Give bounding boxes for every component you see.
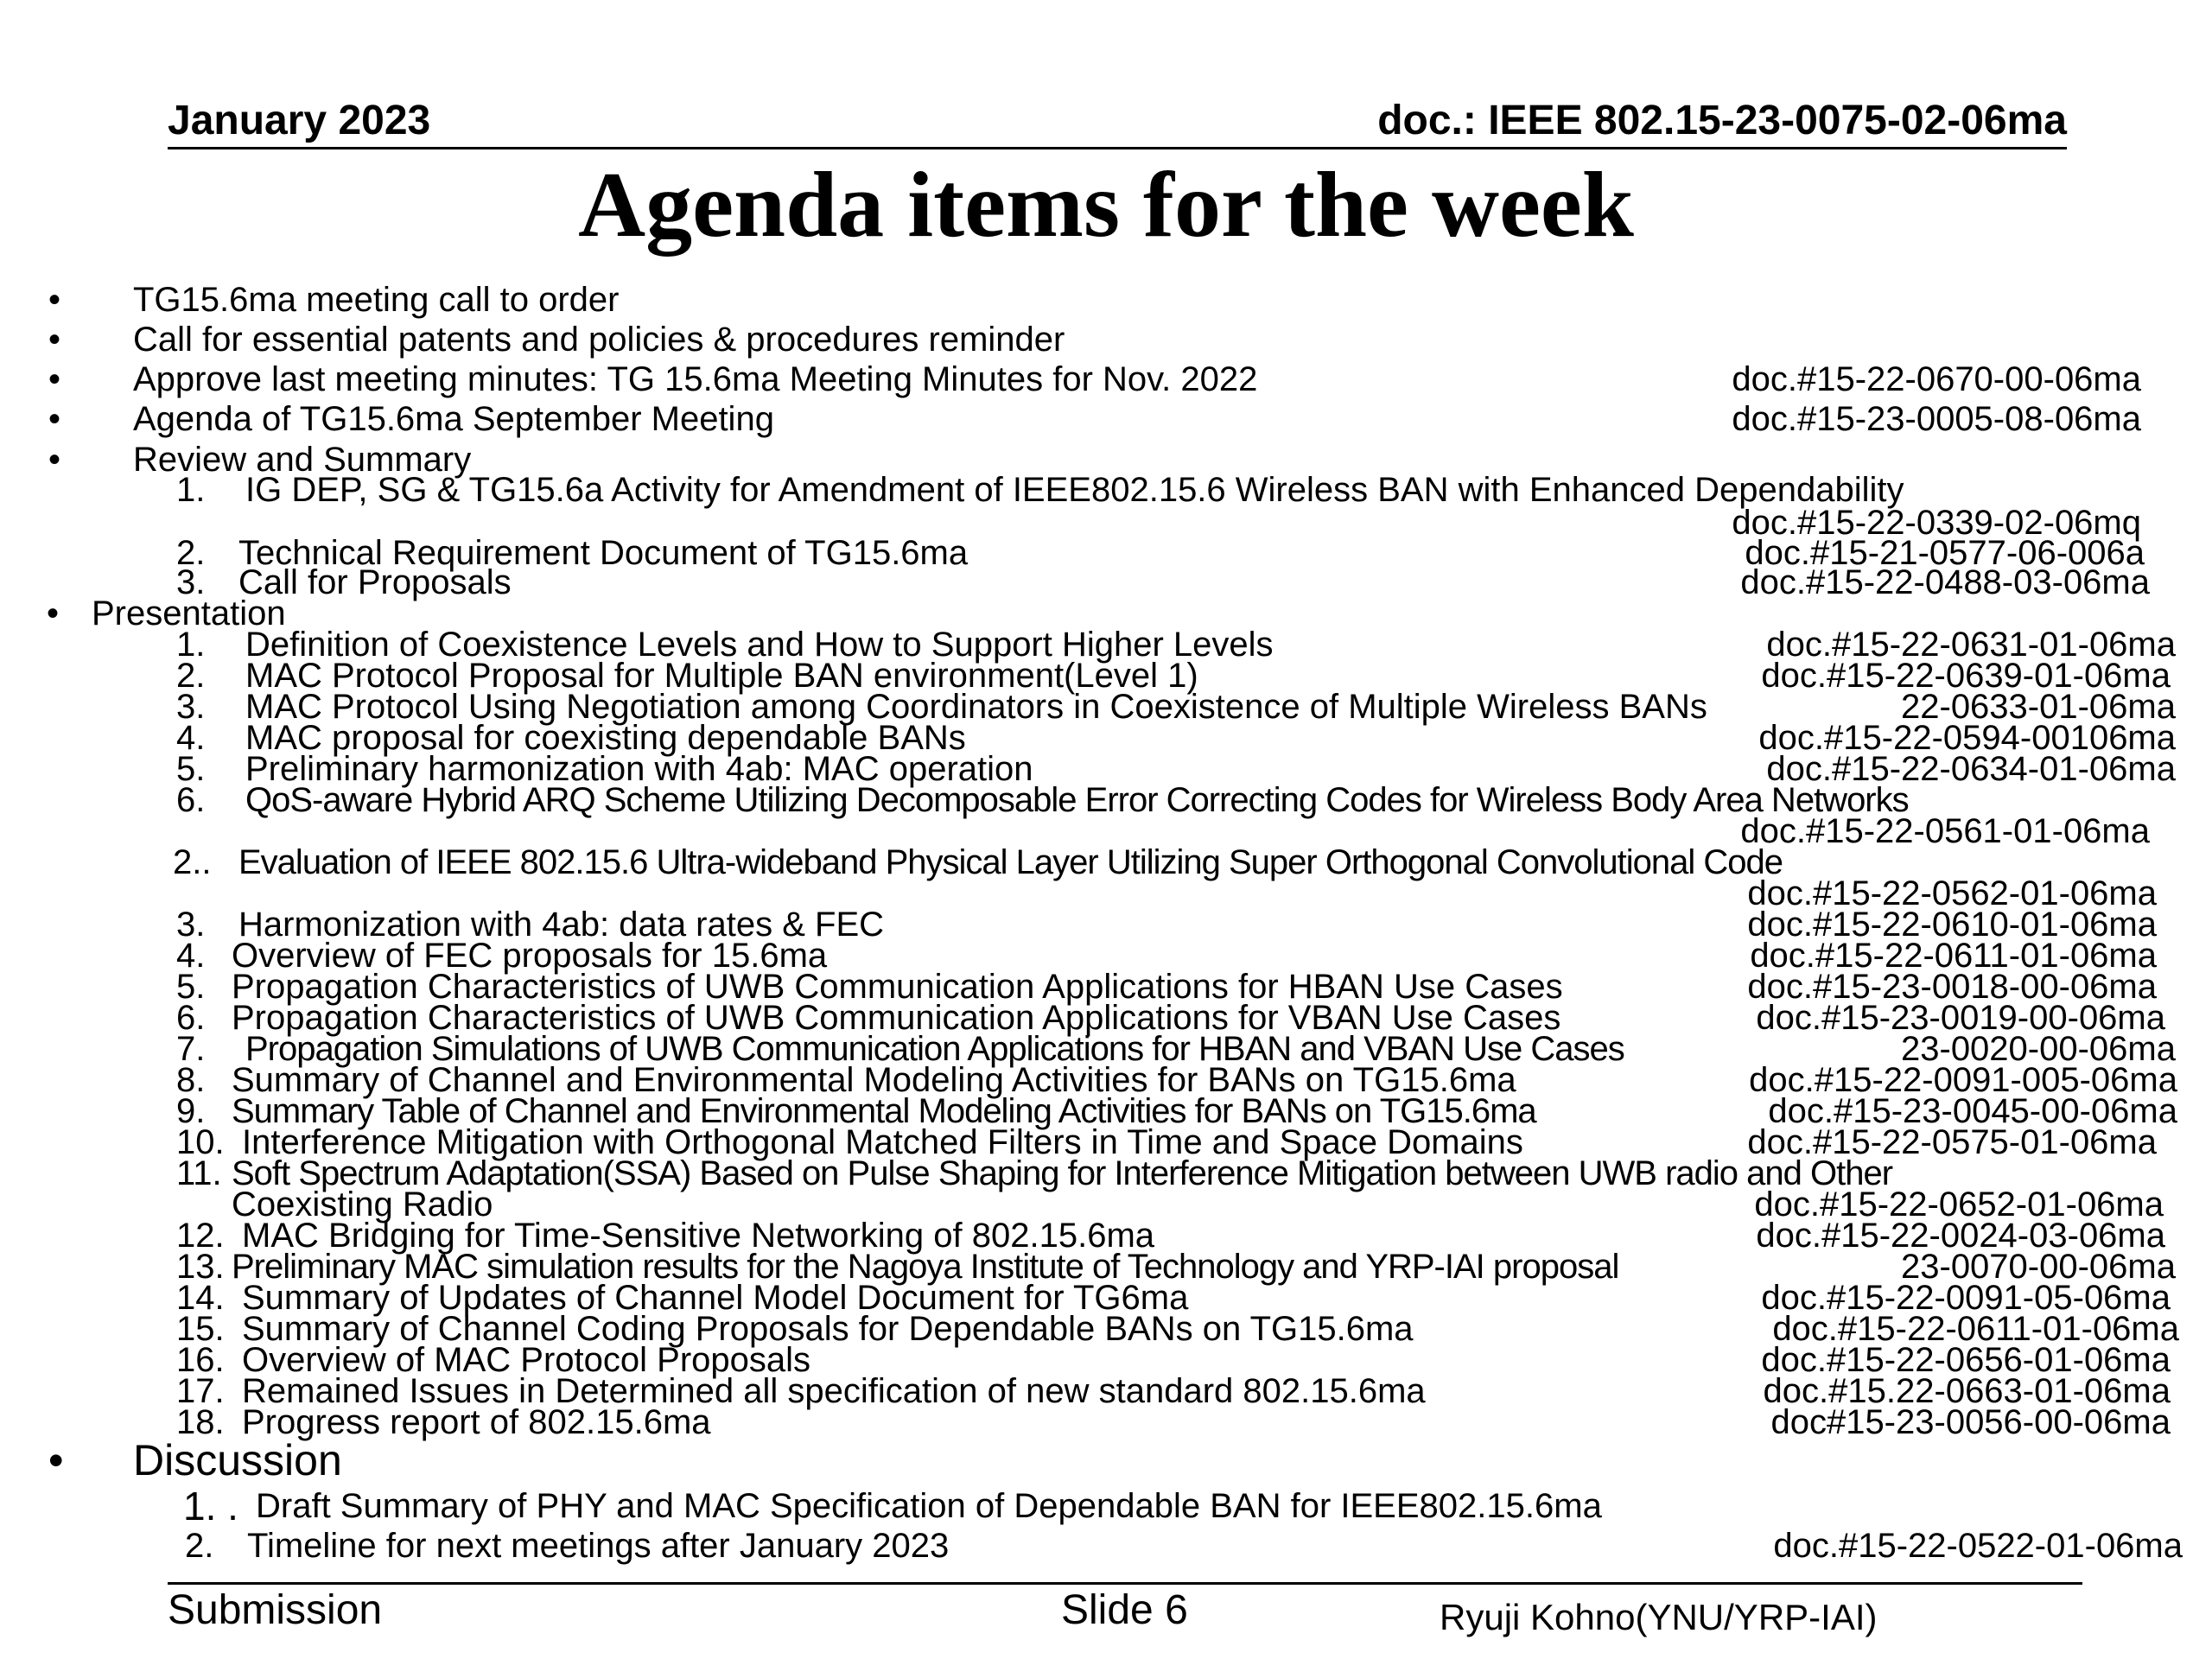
footer-author: Ryuji Kohno(YNU/YRP-IAI): [1440, 1597, 1878, 1637]
presentation-item-number: 4.: [176, 937, 206, 975]
doc-reference: doc.#15-23-0019-00-06ma: [1756, 999, 2165, 1037]
presentation-item: Summary of Updates of Channel Model Document for TG6ma: [242, 1279, 1189, 1317]
presentation-item-continuation: Coexisting Radio: [232, 1185, 493, 1224]
review-item-number: 2.: [176, 534, 206, 572]
header-doc-number: doc.: IEEE 802.15-23-0075-02-06ma: [1377, 98, 2067, 143]
presentation-item: Propagation Simulations of UWB Communication Applications for HBAN and VBAN Use Cases: [245, 1030, 1624, 1068]
doc-reference: 22-0633-01-06ma: [1901, 688, 2176, 726]
bullet-marker: •: [48, 360, 61, 398]
presentation-item: Soft Spectrum Adaptation(SSA) Based on Pulse Shaping for Interference Mitigation between UWB radio and Other: [232, 1154, 1893, 1192]
doc-reference: doc.#15-23-0045-00-06ma: [1768, 1092, 2177, 1130]
doc-reference: doc.#15-22-0561-01-06ma: [1740, 812, 2150, 850]
presentation-item-number: 6.: [176, 999, 206, 1037]
review-item: Call for Proposals: [238, 563, 512, 601]
presentation-item: QoS-aware Hybrid ARQ Scheme Utilizing Decomposable Error Correcting Codes for Wireless Body Area Networks: [245, 781, 1909, 819]
presentation-item: Summary Table of Channel and Environmental Modeling Activities for BANs on TG15.6ma: [232, 1092, 1536, 1130]
bullet-marker: •: [48, 1436, 64, 1484]
presentation-item: Evaluation of IEEE 802.15.6 Ultra-wideband Physical Layer Utilizing Super Orthogonal Convolutional Code: [238, 843, 1783, 881]
presentation-item: MAC Protocol Using Negotiation among Coordinators in Coexistence of Multiple Wireless BANs: [245, 688, 1707, 726]
presentation-item-number: 4.: [176, 719, 206, 757]
presentation-item-number: 3.: [176, 906, 206, 944]
header-date: January 2023: [168, 98, 431, 143]
presentation-item: Propagation Characteristics of UWB Communication Applications for HBAN Use Cases: [232, 968, 1563, 1006]
doc-reference: doc.#15-22-0634-01-06ma: [1766, 750, 2176, 788]
discussion-item-number: 2.: [185, 1527, 214, 1565]
presentation-item-number: 11.: [176, 1154, 222, 1192]
presentation-item-number: 9.: [176, 1092, 206, 1130]
bullet-marker: •: [48, 441, 61, 479]
presentation-item: MAC Bridging for Time-Sensitive Networking of 802.15.6ma: [242, 1217, 1155, 1255]
review-item-number: 3.: [176, 563, 206, 601]
presentation-item: MAC Protocol Proposal for Multiple BAN environment(Level 1): [245, 657, 1198, 695]
discussion-item: Timeline for next meetings after January 2023: [247, 1527, 950, 1565]
doc-reference: doc.#15-22-0656-01-06ma: [1761, 1341, 2171, 1379]
presentation-item: MAC proposal for coexisting dependable BANs: [245, 719, 966, 757]
doc-reference: 23-0020-00-06ma: [1901, 1030, 2176, 1068]
doc-reference: doc.#15-22-0091-05-06ma: [1761, 1279, 2171, 1317]
doc-reference: doc.#15.22-0663-01-06ma: [1763, 1372, 2171, 1410]
presentation-item: Overview of MAC Protocol Proposals: [242, 1341, 811, 1379]
bullet-marker: •: [48, 321, 61, 359]
presentation-item: Summary of Channel and Environmental Modeling Activities for BANs on TG15.6ma: [232, 1061, 1516, 1099]
presentation-item: Overview of FEC proposals for 15.6ma: [232, 937, 828, 975]
presentation-item-number: 18.: [176, 1403, 225, 1441]
section-label-presentation: Presentation: [92, 594, 286, 632]
presentation-item-number: 3.: [176, 688, 206, 726]
presentation-item: Remained Issues in Determined all specification of new standard 802.15.6ma: [242, 1372, 1426, 1410]
doc-reference: doc.#15-22-0575-01-06ma: [1747, 1123, 2157, 1161]
agenda-item: Approve last meeting minutes: TG 15.6ma Meeting Minutes for Nov. 2022: [133, 360, 1258, 398]
doc-reference: doc.#15-22-0522-01-06ma: [1773, 1527, 2183, 1565]
presentation-item-number: 5.: [176, 968, 206, 1006]
presentation-item-number: 7.: [176, 1030, 206, 1068]
review-item: IG DEP, SG & TG15.6a Activity for Amendment of IEEE802.15.6 Wireless BAN with Enhanced Dependability: [245, 471, 1904, 509]
doc-reference: doc.#15-22-0631-01-06ma: [1766, 626, 2176, 664]
presentation-item-number: 2..: [173, 843, 212, 881]
presentation-item: Preliminary MAC simulation results for the Nagoya Institute of Technology and YRP-IAI proposal: [232, 1248, 1619, 1286]
presentation-item: Definition of Coexistence Levels and How to Support Higher Levels: [245, 626, 1274, 664]
presentation-item-number: 16.: [176, 1341, 225, 1379]
doc-reference: doc.#15-22-0611-01-06ma: [1750, 937, 2157, 975]
presentation-item-number: 2.: [176, 657, 206, 695]
doc-reference: doc.#15-22-0488-03-06ma: [1740, 563, 2150, 601]
header-rule: [168, 147, 2067, 149]
slide-title: Agenda items for the week: [578, 154, 1634, 257]
doc-reference: doc.#15-22-0339-02-06mq: [1732, 504, 2141, 542]
presentation-item-number: 17.: [176, 1372, 225, 1410]
doc-reference: doc.#15-22-0611-01-06ma: [1772, 1310, 2179, 1348]
presentation-item-number: 6.: [176, 781, 206, 819]
footer-rule: [168, 1582, 2082, 1585]
doc-reference: doc.#15-23-0018-00-06ma: [1747, 968, 2157, 1006]
presentation-item-number: 13.: [176, 1248, 225, 1286]
footer-submission: Submission: [168, 1587, 383, 1633]
doc-reference: 23-0070-00-06ma: [1901, 1248, 2176, 1286]
section-label-discussion: Discussion: [133, 1436, 342, 1484]
agenda-item: Call for essential patents and policies & procedures reminder: [133, 321, 1065, 359]
doc-reference: doc.#15-22-0024-03-06ma: [1756, 1217, 2165, 1255]
bullet-marker: •: [48, 281, 61, 319]
agenda-item: Agenda of TG15.6ma September Meeting: [133, 400, 774, 438]
presentation-item: Harmonization with 4ab: data rates & FEC: [238, 906, 885, 944]
presentation-item-number: 10.: [176, 1123, 225, 1161]
presentation-item-number: 12.: [176, 1217, 225, 1255]
review-item-number: 1.: [176, 471, 206, 509]
bullet-marker: •: [47, 594, 60, 632]
presentation-item: Propagation Characteristics of UWB Communication Applications for VBAN Use Cases: [232, 999, 1561, 1037]
presentation-item-number: 1.: [176, 626, 206, 664]
doc-reference: doc#15-23-0056-00-06ma: [1770, 1403, 2171, 1441]
presentation-item: Preliminary harmonization with 4ab: MAC operation: [245, 750, 1033, 788]
review-item: Technical Requirement Document of TG15.6ma: [238, 534, 969, 572]
doc-reference: doc.#15-22-0610-01-06ma: [1747, 906, 2157, 944]
doc-reference: doc.#15-22-0594-00106ma: [1758, 719, 2176, 757]
bullet-marker: •: [48, 400, 61, 438]
doc-reference: doc.#15-22-0652-01-06ma: [1754, 1185, 2164, 1224]
presentation-item-number: 15.: [176, 1310, 225, 1348]
presentation-item-number: 8.: [176, 1061, 206, 1099]
doc-reference: doc.#15-23-0005-08-06ma: [1732, 400, 2141, 438]
doc-reference: doc.#15-22-0091-005-06ma: [1749, 1061, 2177, 1099]
presentation-item: Progress report of 802.15.6ma: [242, 1403, 711, 1441]
discussion-item: Draft Summary of PHY and MAC Specification of Dependable BAN for IEEE802.15.6ma: [256, 1487, 1602, 1525]
presentation-item: Summary of Channel Coding Proposals for Dependable BANs on TG15.6ma: [242, 1310, 1414, 1348]
doc-reference: doc.#15-22-0562-01-06ma: [1747, 874, 2157, 912]
doc-reference: doc.#15-22-0639-01-06ma: [1761, 657, 2171, 695]
doc-reference: doc.#15-21-0577-06-006a: [1745, 534, 2145, 572]
presentation-item-number: 14.: [176, 1279, 225, 1317]
agenda-item: Review and Summary: [133, 441, 472, 479]
presentation-item: Interference Mitigation with Orthogonal Matched Filters in Time and Space Domains: [242, 1123, 1523, 1161]
footer-slide-number: Slide 6: [1061, 1587, 1188, 1633]
agenda-item: TG15.6ma meeting call to order: [133, 281, 620, 319]
discussion-item-number: 1. .: [183, 1484, 238, 1529]
presentation-item-number: 5.: [176, 750, 206, 788]
doc-reference: doc.#15-22-0670-00-06ma: [1732, 360, 2141, 398]
